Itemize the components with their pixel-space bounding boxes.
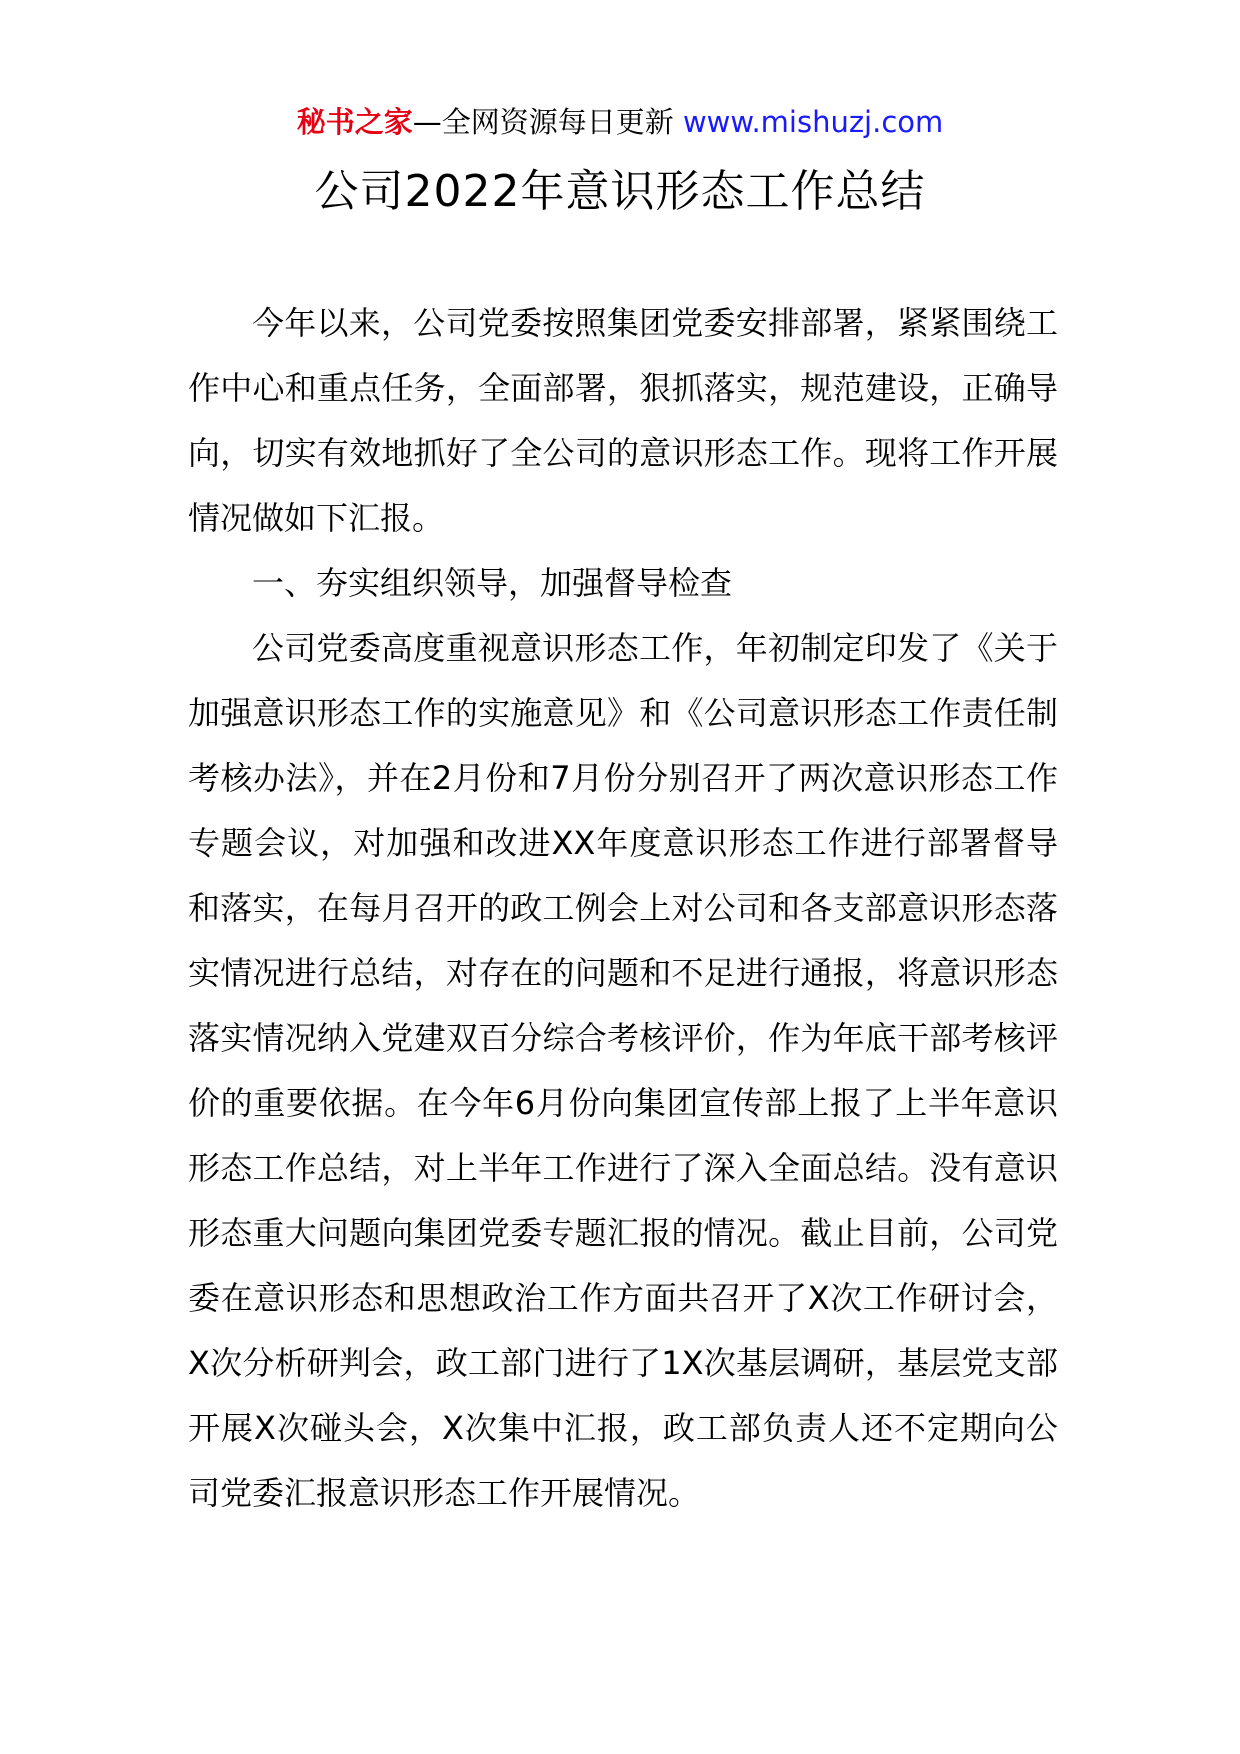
site-brand-name: 秘书之家 — [296, 105, 413, 139]
document-title: 公司2022年意识形态工作总结 — [314, 166, 926, 217]
intro-paragraph: 今年以来，公司党委按照集团党委安排部署，紧紧围绕工作中心和重点任务，全面部署，狠抓落实，规范建设，正确导向，切实有效地抓好了全公司的意识形态工作。现将工作开展情况做如下汇报。 — [188, 304, 1058, 537]
document-body — [188, 291, 1058, 1526]
site-slogan: —全网资源每日更新 — [412, 105, 683, 139]
section-1-paragraph: 公司党委高度重视意识形态工作，年初制定印发了《关于加强意识形态工作的实施意见》和《公司意识形态工作责任制考核办法》，并在2月份和7月份分别召开了两次意识形态工作专题会议，对加强和改进XX年度意识形态工作进行部署督导和落实，在每月召开的政工例会上对公司和各支部意识形态落实情况进行总结，对存在的问题和不足进行通报，将意识形态落实情况纳入党建双百分综合考核评价，作为年底干部考核评价的重要依据。在今年6月份向集团宣传部上报了上半年意识形态工作总结，对上半年工作进行了深入全面总结。没有意识形态重大问题向集团党委专题汇报的情况。截止目前，公司党委在意识形态和思想政治工作方面共召开了X次工作研讨会，X次分析研判会，政工部门进行了1X次基层调研，基层党支部开展X次碰头会，X次集中汇报，政工部负责人还不定期向公司党委汇报意识形态工作开展情况。 — [188, 629, 1058, 1512]
section-heading-1: 一、夯实组织领导，加强督导检查 — [252, 564, 733, 602]
site-url-link[interactable]: www.mishuzj.com — [682, 105, 944, 139]
site-banner — [0, 102, 1240, 142]
